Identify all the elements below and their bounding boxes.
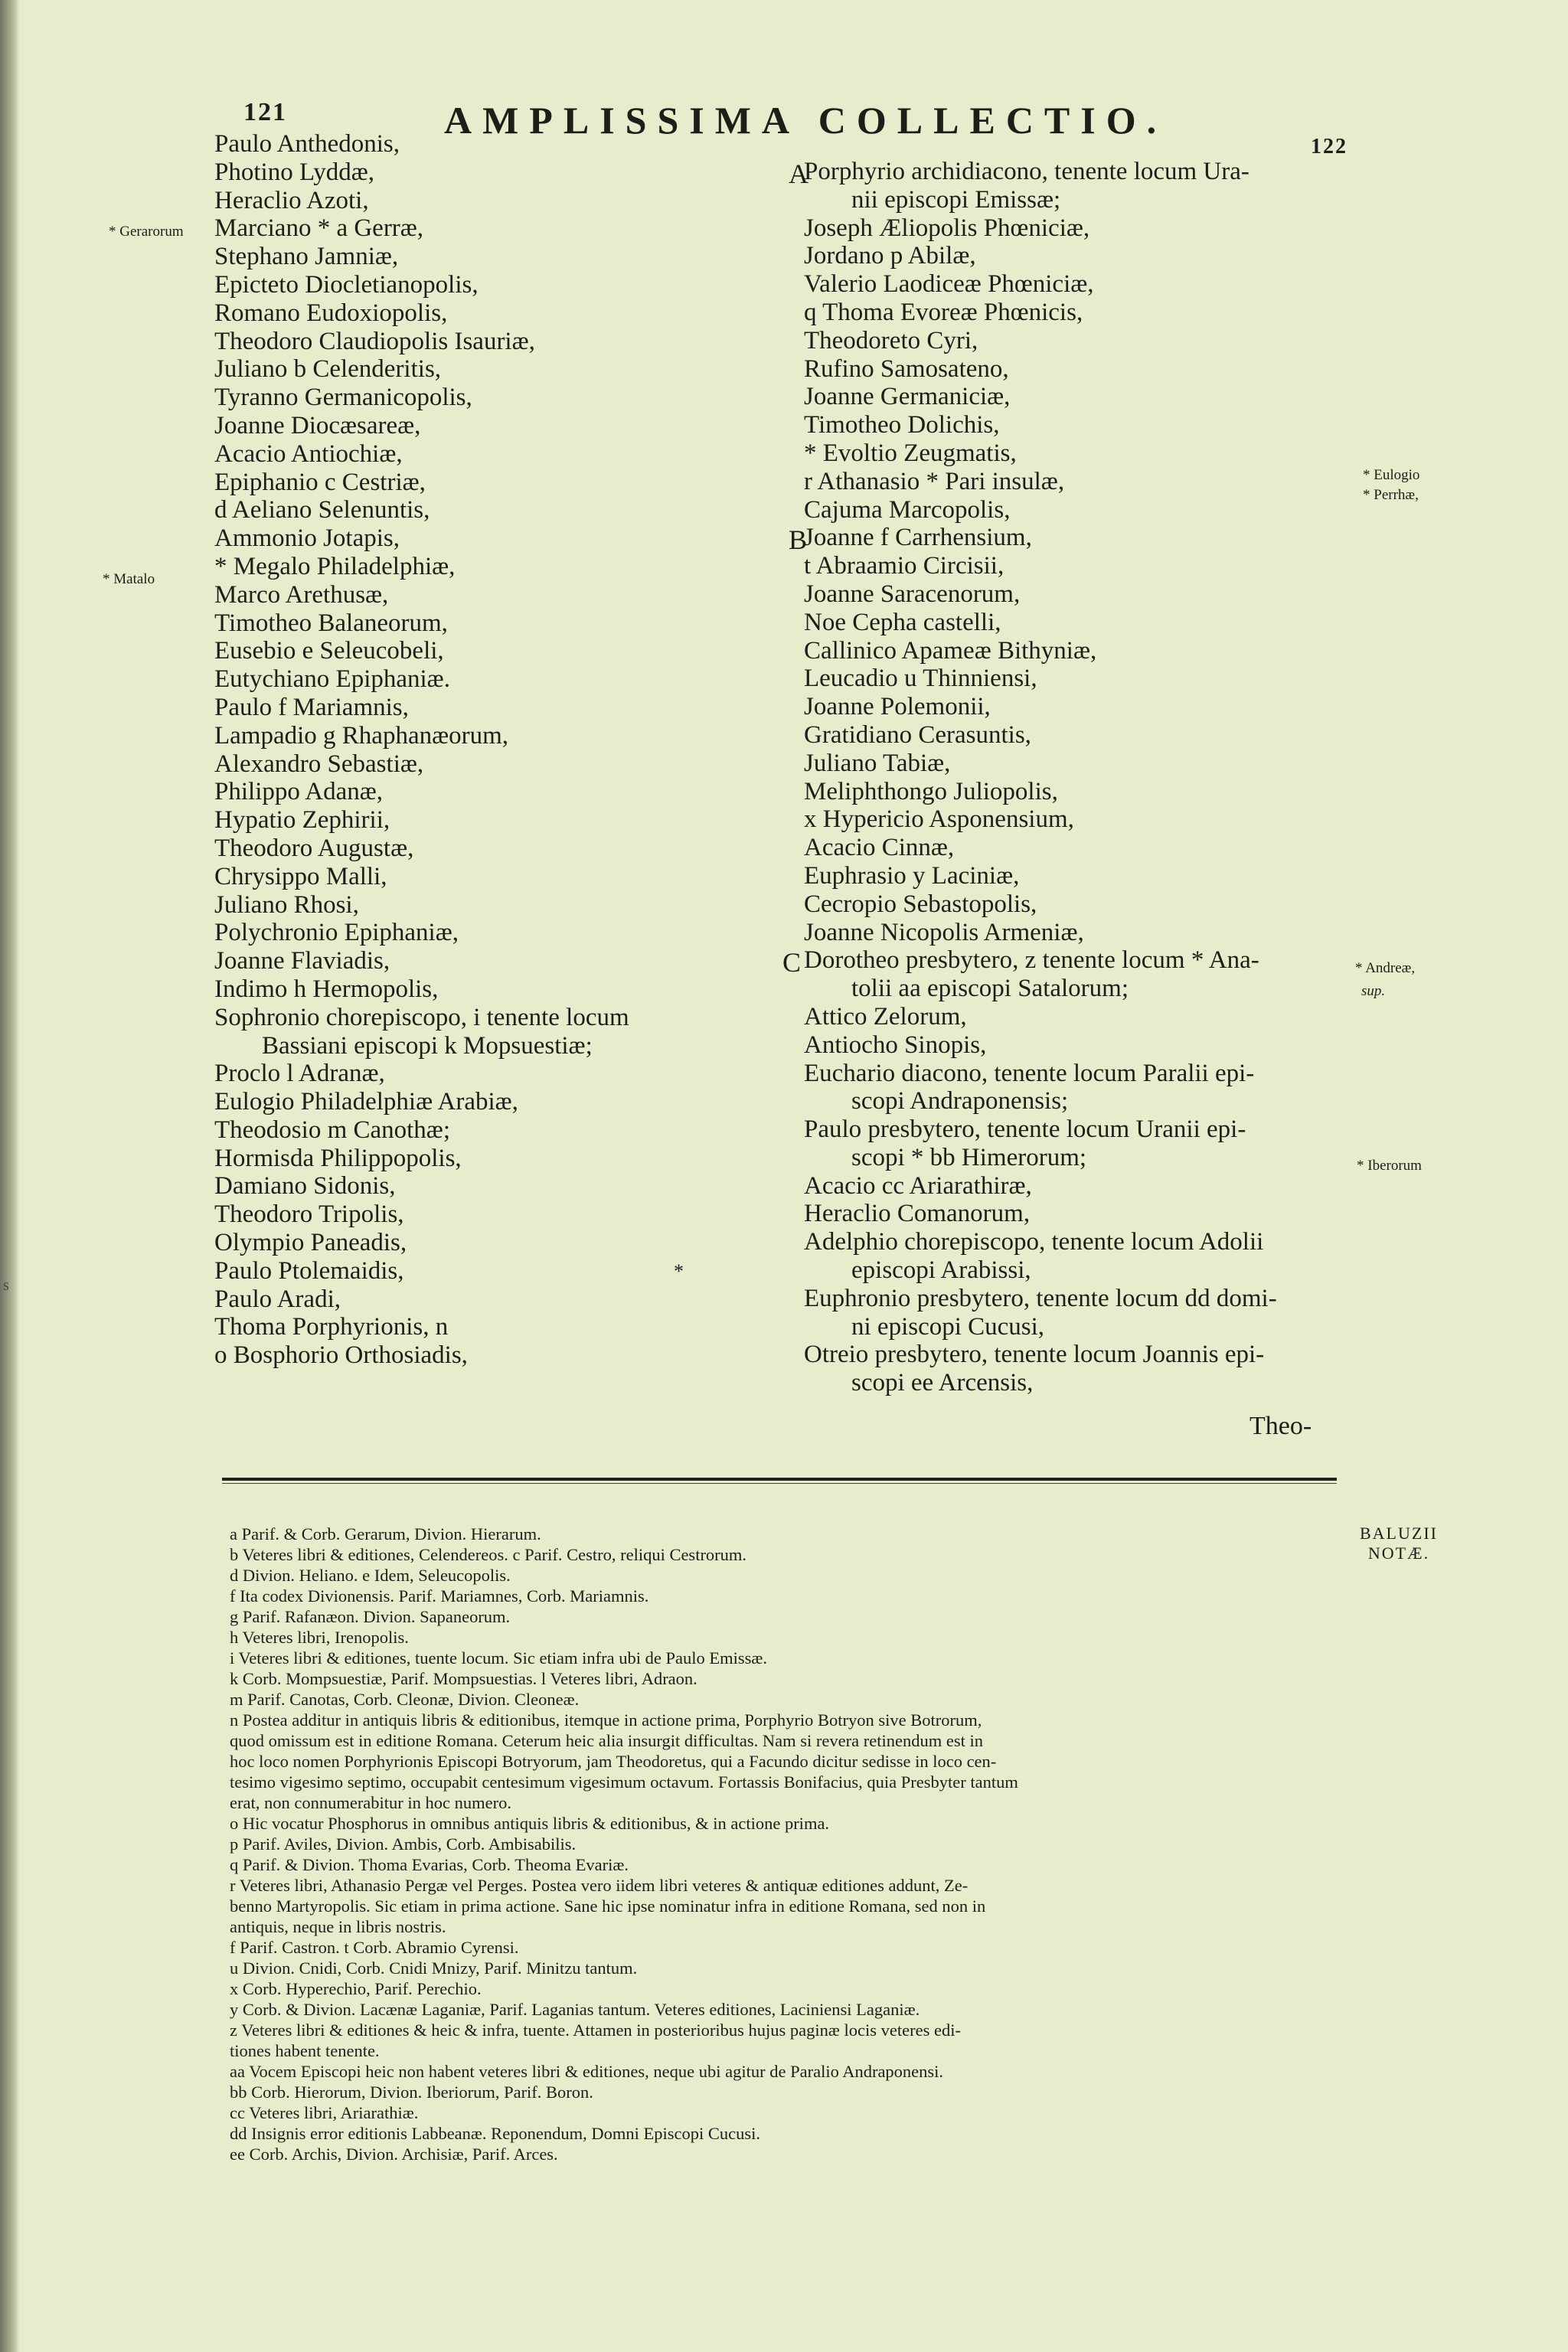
list-item: Euchario diacono, tenente locum Paralii epi- bbox=[804, 1059, 1255, 1087]
list-item: Joanne Diocæsareæ, bbox=[214, 411, 421, 439]
list-item: Joseph Æliopolis Phœniciæ, bbox=[804, 214, 1090, 242]
list-item: Heraclio Azoti, bbox=[214, 186, 369, 214]
list-item: Valerio Laodiceæ Phœniciæ, bbox=[804, 270, 1094, 299]
list-item: episcopi Arabissi, bbox=[851, 1256, 1031, 1285]
list-item: Ammonio Jotapis, bbox=[214, 524, 400, 553]
list-item: Romano Eudoxiopolis, bbox=[214, 299, 448, 327]
list-item: Noe Cepha castelli, bbox=[804, 608, 1001, 636]
list-item: Paulo Anthedonis, bbox=[214, 130, 400, 158]
footnote: a Parif. & Corb. Gerarum, Divion. Hierarum. bbox=[230, 1524, 541, 1544]
footnote: benno Martyropolis. Sic etiam in prima actione. Sane hic ipse nominatur infra in editione Romana, sed non in bbox=[230, 1896, 986, 1916]
list-item: Hypatio Zephirii, bbox=[214, 806, 390, 835]
list-item: Cecropio Sebastopolis, bbox=[804, 890, 1037, 918]
list-item: Joanne f Carrhensium, bbox=[804, 524, 1032, 552]
list-item: o Bosphorio Orthosiadis, bbox=[214, 1341, 468, 1370]
left-column-number: 121 bbox=[243, 98, 287, 126]
list-item: Otreio presbytero, tenente locum Joannis epi- bbox=[804, 1341, 1265, 1369]
list-item: Polychronio Epiphaniæ, bbox=[214, 919, 459, 947]
footnote: bb Corb. Hierorum, Divion. Iberiorum, Parif. Boron. bbox=[230, 2082, 593, 2102]
page-title: AMPLISSIMA COLLECTIO. bbox=[444, 99, 1168, 142]
gutter-mark: s bbox=[3, 1277, 9, 1294]
list-item: scopi Andraponensis; bbox=[851, 1087, 1069, 1116]
footnote: h Veteres libri, Irenopolis. bbox=[230, 1628, 409, 1647]
list-item: Paulo Aradi, bbox=[214, 1285, 341, 1313]
footnote: tesimo vigesimo septimo, occupabit centesimum vigesimum octavum. Fortassis Bonifacius, quia Presbyter tantum bbox=[230, 1772, 1018, 1792]
list-item: Paulo f Mariamnis, bbox=[214, 693, 409, 721]
list-item: Timotheo Balaneorum, bbox=[214, 609, 448, 637]
list-item: Dorotheo presbytero, z tenente locum * Ana- bbox=[804, 946, 1259, 975]
footnote: tiones habent tenente. bbox=[230, 2041, 380, 2060]
list-item: scopi * bb Himerorum; bbox=[851, 1143, 1087, 1171]
list-item: Stephano Jamniæ, bbox=[214, 243, 399, 271]
list-item: x Hypericio Asponensium, bbox=[804, 805, 1074, 834]
list-item: Lampadio g Rhaphanæorum, bbox=[214, 721, 509, 750]
list-item: Sophronio chorepiscopo, i tenente locum bbox=[214, 1003, 629, 1031]
section-letter-a: A bbox=[789, 158, 808, 189]
notes-label: BALUZII NOTÆ. bbox=[1360, 1524, 1438, 1563]
footnote: erat, non connumerabitur in hoc numero. bbox=[230, 1793, 512, 1812]
list-item: t Abraamio Circisii, bbox=[804, 552, 1004, 580]
list-item: Porphyrio archidiacono, tenente locum Ura- bbox=[804, 158, 1250, 185]
footnote: p Parif. Aviles, Divion. Ambis, Corb. Ambisabilis. bbox=[230, 1834, 577, 1854]
list-item: Acacio Antiochiæ, bbox=[214, 439, 403, 468]
list-item: Photino Lyddæ, bbox=[214, 158, 375, 186]
list-item: q Thoma Evoreæ Phœnicis, bbox=[804, 298, 1083, 326]
book-gutter bbox=[0, 0, 20, 2352]
section-letter-b: B bbox=[789, 524, 808, 555]
list-item: Euphrasio y Laciniæ, bbox=[804, 861, 1020, 890]
list-item: scopi ee Arcensis, bbox=[851, 1369, 1034, 1397]
footnote: f Parif. Castron. t Corb. Abramio Cyrensi. bbox=[230, 1938, 519, 1957]
footnote: i Veteres libri & editiones, tuente locum. Sic etiam infra ubi de Paulo Emissæ. bbox=[230, 1648, 767, 1668]
footnote: dd Insignis error editionis Labbeanæ. Reponendum, Domni Episcopi Cucusi. bbox=[230, 2124, 761, 2143]
margin-note-iberorum: * Iberorum bbox=[1357, 1158, 1422, 1174]
margin-note-gerarorum: * Gerarorum bbox=[109, 224, 184, 240]
list-item: Theodosio m Canothæ; bbox=[214, 1116, 450, 1144]
footnote: z Veteres libri & editiones & heic & infra, tuente. Attamen in posterioribus hujus paginæ locis veteres edi- bbox=[230, 2020, 961, 2040]
footnote: aa Vocem Episcopi heic non habent veteres libri & editiones, neque ubi agitur de Paralio Andraponensi. bbox=[230, 2062, 944, 2081]
footnote: d Divion. Heliano. e Idem, Seleucopolis. bbox=[230, 1566, 511, 1585]
list-item: Meliphthongo Juliopolis, bbox=[804, 777, 1058, 805]
list-item: Marco Arethusæ, bbox=[214, 580, 389, 609]
list-item: Antiocho Sinopis, bbox=[804, 1031, 987, 1059]
list-item: Epicteto Diocletianopolis, bbox=[214, 270, 479, 299]
list-item: Eutychiano Epiphaniæ. bbox=[214, 665, 450, 694]
list-item: Damiano Sidonis, bbox=[214, 1172, 396, 1200]
list-item: Heraclio Comanorum, bbox=[804, 1200, 1031, 1228]
list-item: Acacio Cinnæ, bbox=[804, 834, 955, 862]
list-item: Gratidiano Cerasuntis, bbox=[804, 720, 1031, 749]
footnote: ee Corb. Archis, Divion. Archisiæ, Parif. Arces. bbox=[230, 2145, 558, 2164]
list-item: Euphronio presbytero, tenente locum dd domi- bbox=[804, 1284, 1277, 1312]
footnote: m Parif. Canotas, Corb. Cleonæ, Divion. Cleoneæ. bbox=[230, 1690, 580, 1709]
list-item: Eulogio Philadelphiæ Arabiæ, bbox=[214, 1088, 518, 1116]
right-column-number: 122 bbox=[1311, 135, 1348, 158]
list-item: Joanne Polemonii, bbox=[804, 693, 991, 721]
footnote: b Veteres libri & editiones, Celendereos. c Parif. Cestro, reliqui Cestrorum. bbox=[230, 1545, 747, 1564]
divider-rule bbox=[222, 1478, 1337, 1481]
list-item: Chrysippo Malli, bbox=[214, 862, 387, 890]
margin-note-sup: sup. bbox=[1361, 983, 1386, 999]
list-item: Timotheo Dolichis, bbox=[804, 411, 1000, 439]
footnote: y Corb. & Divion. Lacænæ Laganiæ, Parif. Laganias tantum. Veteres editiones, Laciniensi Laganiæ. bbox=[230, 2000, 920, 2019]
list-item: Cajuma Marcopolis, bbox=[804, 495, 1011, 524]
footnote: quod omissum est in editione Romana. Ceterum heic alia insurgit difficultas. Nam si revera retinendum est in bbox=[230, 1731, 983, 1750]
list-item: Theodoro Claudiopolis Isauriæ, bbox=[214, 327, 535, 355]
list-item: Eusebio e Seleucobeli, bbox=[214, 637, 444, 665]
divider-rule-thin bbox=[222, 1483, 1337, 1484]
list-item: Juliano Rhosi, bbox=[214, 890, 359, 919]
footnote: cc Veteres libri, Ariarathiæ. bbox=[230, 2103, 419, 2122]
list-item: Callinico Apameæ Bithyniæ, bbox=[804, 636, 1097, 665]
list-item: Theodoro Augustæ, bbox=[214, 834, 414, 862]
list-item: Marciano * a Gerræ, bbox=[214, 214, 424, 243]
footnote: r Veteres libri, Athanasio Pergæ vel Perges. Postea vero iidem libri veteres & antiquæ editiones addunt, Ze- bbox=[230, 1876, 969, 1895]
footnote: n Postea additur in antiquis libris & editionibus, itemque in actione prima, Porphyrio Botryon sive Botrorum, bbox=[230, 1710, 982, 1730]
list-item: Juliano b Celenderitis, bbox=[214, 355, 442, 384]
list-item: Adelphio chorepiscopo, tenente locum Adolii bbox=[804, 1228, 1264, 1256]
list-item: Hormisda Philippopolis, bbox=[214, 1144, 462, 1172]
list-item: Joanne Germaniciæ, bbox=[804, 383, 1011, 411]
list-item: Bassiani episcopi k Mopsuestiæ; bbox=[262, 1031, 593, 1060]
margin-note-perrhae: * Perrhæ, bbox=[1363, 487, 1419, 503]
margin-note-eulogio: * Eulogio bbox=[1363, 467, 1420, 483]
list-item: Jordano p Abilæ, bbox=[804, 242, 976, 270]
list-item: r Athanasio * Pari insulæ, bbox=[804, 467, 1065, 495]
footnote: u Divion. Cnidi, Corb. Cnidi Mnizy, Parif. Minitzu tantum. bbox=[230, 1958, 638, 1978]
list-item: tolii aa episcopi Satalorum; bbox=[851, 975, 1129, 1003]
list-item: Tyranno Germanicopolis, bbox=[214, 384, 472, 412]
list-item: Attico Zelorum, bbox=[804, 1002, 967, 1031]
list-item: Olympio Paneadis, bbox=[214, 1229, 407, 1257]
list-item: Joanne Saracenorum, bbox=[804, 580, 1021, 608]
list-item: d Aeliano Selenuntis, bbox=[214, 496, 430, 524]
list-item: Paulo Ptolemaidis, bbox=[214, 1256, 404, 1285]
list-item: * Evoltio Zeugmatis, bbox=[804, 439, 1017, 467]
footnote: antiquis, neque in libris nostris. bbox=[230, 1917, 446, 1936]
footnote: k Corb. Mompsuestiæ, Parif. Mompsuestias. l Veteres libri, Adraon. bbox=[230, 1669, 697, 1688]
list-item: Acacio cc Ariarathiræ, bbox=[804, 1171, 1032, 1200]
list-item: Proclo l Adranæ, bbox=[214, 1060, 385, 1088]
list-item: Theodoreto Cyri, bbox=[804, 326, 978, 354]
list-item: Thoma Porphyrionis, n bbox=[214, 1313, 449, 1341]
margin-note-matalo: * Matalo bbox=[103, 571, 155, 587]
list-item: Epiphanio c Cestriæ, bbox=[214, 468, 426, 496]
list-item: Joanne Flaviadis, bbox=[214, 947, 390, 975]
list-item: nii episcopi Emissæ; bbox=[851, 185, 1061, 214]
list-item: Theodoro Tripolis, bbox=[214, 1200, 404, 1229]
footnotes bbox=[230, 1524, 1340, 2164]
list-item: Philippo Adanæ, bbox=[214, 778, 384, 806]
list-item: Indimo h Hermopolis, bbox=[214, 975, 439, 1003]
footnote: f Ita codex Divionensis. Parif. Mariamnes, Corb. Mariamnis. bbox=[230, 1586, 649, 1606]
list-item: Leucadio u Thinniensi, bbox=[804, 665, 1037, 693]
footnote: g Parif. Rafanæon. Divion. Sapaneorum. bbox=[230, 1607, 511, 1626]
list-item: * Megalo Philadelphiæ, bbox=[214, 552, 456, 580]
right-column bbox=[804, 158, 1355, 1397]
list-item: ni episcopi Cucusi, bbox=[851, 1312, 1045, 1341]
list-item: Alexandro Sebastiæ, bbox=[214, 750, 424, 778]
list-item: Paulo presbytero, tenente locum Uranii epi- bbox=[804, 1116, 1246, 1144]
list-item: Juliano Tabiæ, bbox=[804, 749, 951, 777]
catchword: Theo- bbox=[1250, 1412, 1312, 1440]
footnote: o Hic vocatur Phosphorus in omnibus antiquis libris & editionibus, & in actione prima. bbox=[230, 1814, 830, 1833]
footnote: x Corb. Hyperechio, Parif. Perechio. bbox=[230, 1979, 482, 1998]
list-item: Joanne Nicopolis Armeniæ, bbox=[804, 918, 1084, 946]
list-item: Rufino Samosateno, bbox=[804, 354, 1009, 383]
section-letter-c: C bbox=[782, 947, 802, 978]
margin-asterisk: * bbox=[674, 1260, 684, 1282]
margin-note-andreae: * Andreæ, bbox=[1355, 960, 1416, 976]
left-column bbox=[214, 130, 781, 1370]
footnote: hoc loco nomen Porphyrionis Episcopi Botryorum, jam Theodoretus, qui a Facundo dicitur sedisse in loco cen- bbox=[230, 1752, 997, 1771]
footnote: q Parif. & Divion. Thoma Evarias, Corb. Theoma Evariæ. bbox=[230, 1855, 629, 1874]
